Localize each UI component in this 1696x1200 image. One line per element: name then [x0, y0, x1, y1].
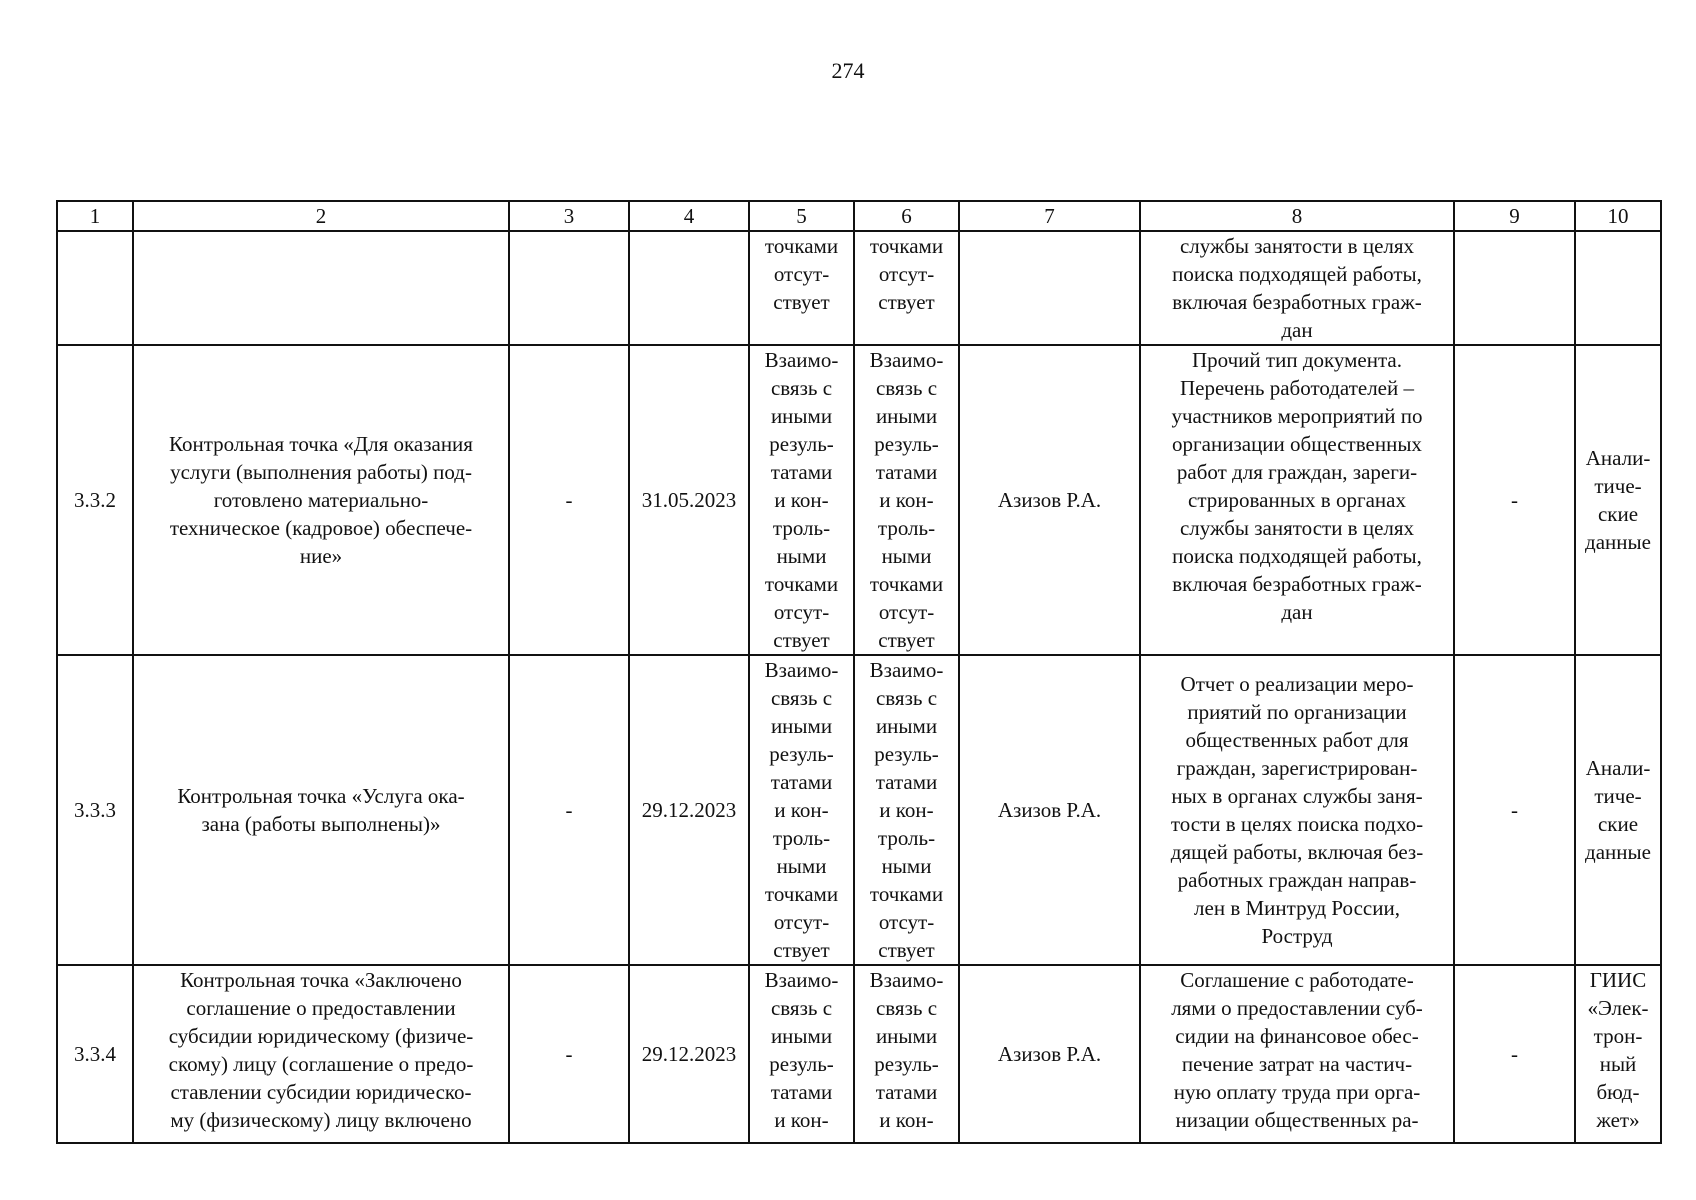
control-point-name	[133, 231, 509, 345]
deadline-date: 29.12.2023	[629, 655, 749, 965]
relation-cell-6: Взаимо- связь с иными резуль- татами и кон- троль- ными точками отсут- ствует	[854, 655, 959, 965]
table-row	[57, 965, 1661, 1143]
information-system: Анали- тиче- ские данные	[1575, 655, 1661, 965]
relation-cell-5: Взаимо- связь с иными резуль- татами и кон- троль- ными точками отсут- ствует	[749, 345, 854, 655]
cell-col9: -	[1454, 345, 1575, 655]
table-row	[57, 655, 1661, 965]
cell-col3: -	[509, 655, 629, 965]
column-header-8: 8	[1140, 201, 1454, 231]
relation-cell-5: Взаимо- связь с иными резуль- татами и кон-	[749, 965, 854, 1143]
column-header-5: 5	[749, 201, 854, 231]
responsible-person: Азизов Р.А.	[959, 655, 1140, 965]
table-row	[57, 231, 1661, 345]
relation-cell-5: точками отсут- ствует	[749, 231, 854, 345]
column-header-4: 4	[629, 201, 749, 231]
row-number: 3.3.4	[57, 965, 133, 1143]
column-header-10: 10	[1575, 201, 1661, 231]
cell-col9: -	[1454, 965, 1575, 1143]
responsible-person: Азизов Р.А.	[959, 965, 1140, 1143]
page-number: 274	[831, 58, 865, 83]
control-point-name: Контрольная точка «Заключено соглашение о предоставлении субсидии юридическому (физиче- скому) лицу (соглашение о предо- ставлении субсидии юридическо- му (физическому) лицу включено	[133, 965, 509, 1143]
control-points-table	[56, 200, 1662, 1144]
responsible-person	[959, 231, 1140, 345]
column-header-9: 9	[1454, 201, 1575, 231]
information-system	[1575, 231, 1661, 345]
document-description: Соглашение с работодате- лями о предоставлении суб- сидии на финансовое обес- печение затрат на частич- ную оплату труда при орга- низации общественных ра-	[1140, 965, 1454, 1143]
control-point-name: Контрольная точка «Услуга ока- зана (работы выполнены)»	[133, 655, 509, 965]
column-header-1: 1	[57, 201, 133, 231]
cell-col9	[1454, 231, 1575, 345]
column-header-3: 3	[509, 201, 629, 231]
relation-cell-5: Взаимо- связь с иными резуль- татами и кон- троль- ными точками отсут- ствует	[749, 655, 854, 965]
column-header-2: 2	[133, 201, 509, 231]
cell-col3	[509, 231, 629, 345]
information-system: ГИИС «Элек- трон- ный бюд- жет»	[1575, 965, 1661, 1143]
row-number: 3.3.3	[57, 655, 133, 965]
relation-cell-6: Взаимо- связь с иными резуль- татами и кон- троль- ными точками отсут- ствует	[854, 345, 959, 655]
deadline-date	[629, 231, 749, 345]
deadline-date: 31.05.2023	[629, 345, 749, 655]
document-description: Отчет о реализации меро- приятий по организации общественных работ для граждан, зарегистрирован- ных в органах службы заня- тости в целях поиска подхо- дящей работы, включая без- работных граждан направ- лен в Минтруд России, Роструд	[1140, 655, 1454, 965]
cell-col9: -	[1454, 655, 1575, 965]
document-description: Прочий тип документа. Перечень работодателей – участников мероприятий по организации общественных работ для граждан, зареги- стрированных в органах службы занятости в целях поиска подходящей работы, включая безработных граж- дан	[1140, 345, 1454, 655]
deadline-date: 29.12.2023	[629, 965, 749, 1143]
control-point-name: Контрольная точка «Для оказания услуги (выполнения работы) под- готовлено материально- техническое (кадровое) обеспече- ние»	[133, 345, 509, 655]
responsible-person: Азизов Р.А.	[959, 345, 1140, 655]
relation-cell-6: точками отсут- ствует	[854, 231, 959, 345]
column-header-7: 7	[959, 201, 1140, 231]
row-number: 3.3.2	[57, 345, 133, 655]
cell-col3: -	[509, 965, 629, 1143]
information-system: Анали- тиче- ские данные	[1575, 345, 1661, 655]
document-description: службы занятости в целях поиска подходящей работы, включая безработных граж- дан	[1140, 231, 1454, 345]
relation-cell-6: Взаимо- связь с иными резуль- татами и кон-	[854, 965, 959, 1143]
column-header-6: 6	[854, 201, 959, 231]
row-number	[57, 231, 133, 345]
table-row	[57, 345, 1661, 655]
cell-col3: -	[509, 345, 629, 655]
header-row	[57, 201, 1661, 231]
